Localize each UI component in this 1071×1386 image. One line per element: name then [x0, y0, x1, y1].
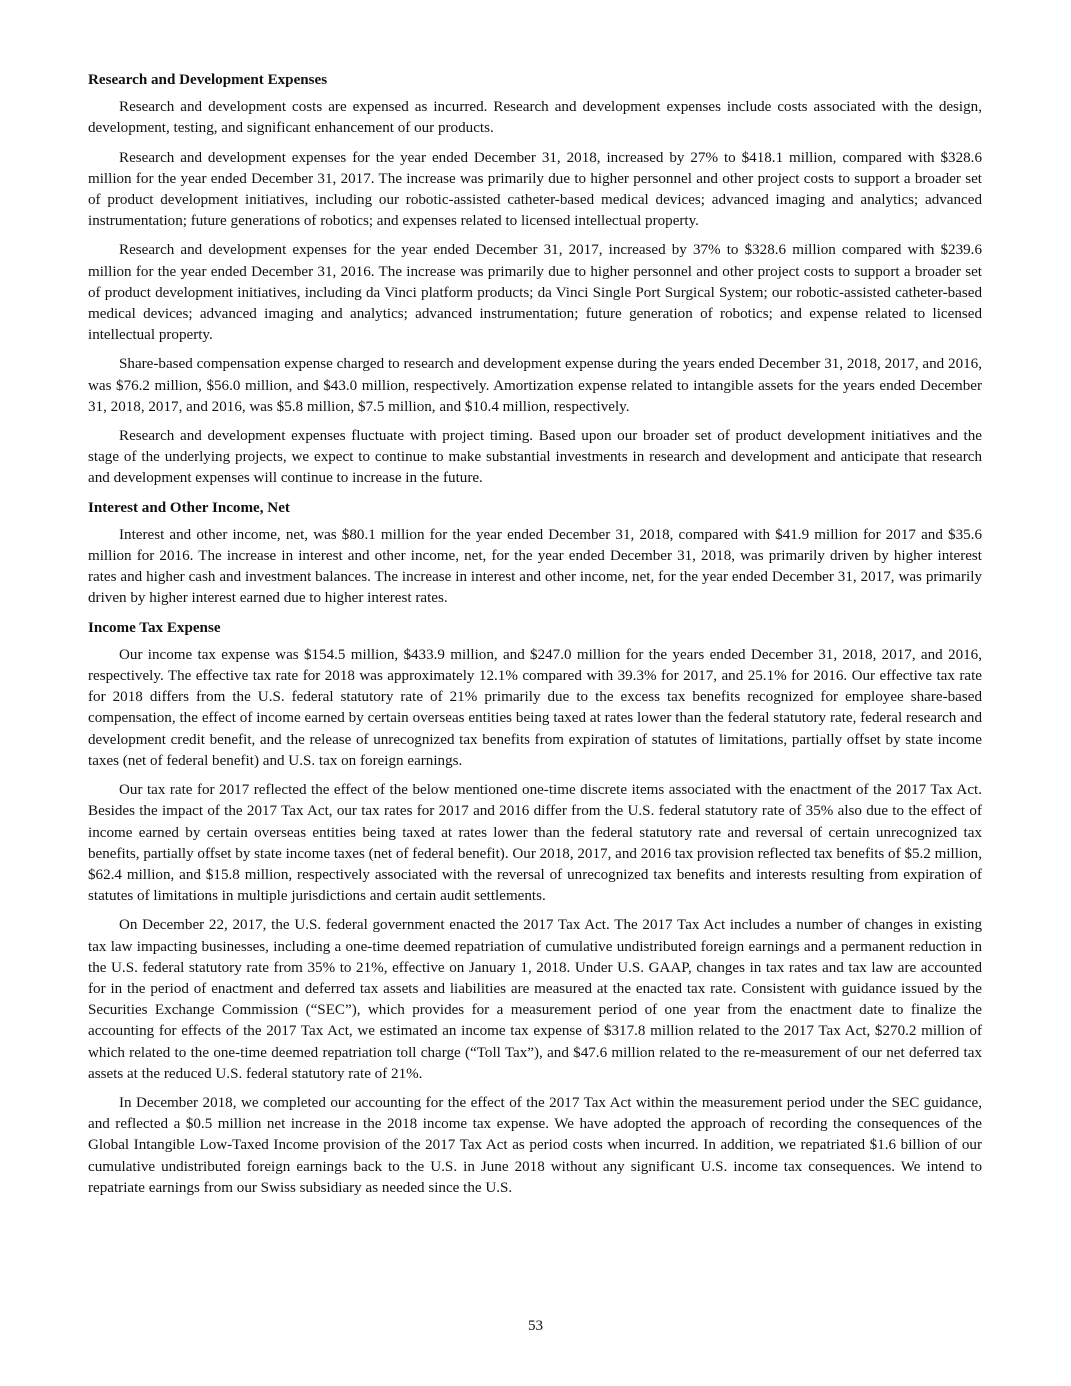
section-income-tax-expense: [88, 618, 982, 1199]
section-interest-other-income: [88, 498, 982, 610]
paragraph: Research and development expenses for the year ended December 31, 2018, increased by 27% to $418.1 million, compared with $328.6 million for the year ended December 31, 2017. The increase was primarily due to higher personnel and other project costs to support a broader set of product development initiatives, including our robotic-assisted catheter-based medical devices; advanced imaging and analytics; advanced instrumentation; future generations of robotics; and expenses related to licensed intellectual property.: [88, 149, 982, 230]
paragraph: Research and development expenses fluctuate with project timing. Based upon our broader set of product development initiatives and the stage of the underlying projects, we expect to continue to make substantial investments in research and development and anticipate that research and development expenses will continue to increase in the future.: [88, 428, 982, 487]
paragraph: Our income tax expense was $154.5 million, $433.9 million, and $247.0 million for the years ended December 31, 2018, 2017, and 2016, respectively. The effective tax rate for 2018 was approximately 12.1% compared with 39.3% for 2017, and 25.1% for 2016. Our effective tax rate for 2018 differs from the U.S. federal statutory rate of 21% primarily due to the excess tax benefits recognized for employee share-based compensation, the effect of income earned by certain overseas entities being taxed at rates lower than the federal statutory rate, federal research and development credit benefit, and the release of unrecognized tax benefits from expiration of statutes of limitations, partially offset by state income taxes (net of federal benefit) and U.S. tax on foreign earnings.: [88, 646, 982, 769]
paragraph: In December 2018, we completed our accounting for the effect of the 2017 Tax Act within the measurement period under the SEC guidance, and reflected a $0.5 million net increase in the 2018 income tax expense. We have adopted the approach of recording the consequences of the Global Intangible Low-Taxed Income provision of the 2017 Tax Act as period costs when incurred. In addition, we repatriated $1.6 billion of our cumulative undistributed foreign earnings back to the U.S. in June 2018 without any significant U.S. income tax consequences. We intend to repatriate earnings from our Swiss subsidiary as needed since the U.S.: [88, 1094, 982, 1196]
paragraph: Our tax rate for 2017 reflected the effect of the below mentioned one-time discrete items associated with the enactment of the 2017 Tax Act. Besides the impact of the 2017 Tax Act, our tax rates for 2017 and 2016 differ from the U.S. federal statutory rate of 35% also due to the effect of income earned by certain overseas entities being taxed at rates lower than the federal statutory rate and reversal of certain unrecognized tax benefits, partially offset by state income taxes (net of federal benefit). Our 2018, 2017, and 2016 tax provision reflected tax benefits of $5.2 million, $62.4 million, and $15.8 million, respectively associated with the reversal of unrecognized tax benefits and interests resulting from expiration of statutes of limitations in multiple jurisdictions and certain audit settlements.: [88, 782, 982, 905]
paragraph: Share-based compensation expense charged to research and development expense during the years ended December 31, 2018, 2017, and 2016, was $76.2 million, $56.0 million, and $43.0 million, respectively. Amortization expense related to intangible assets for the years ended December 31, 2018, 2017, and 2016, was $5.8 million, $7.5 million, and $10.4 million, respectively.: [88, 356, 982, 415]
document-page: [88, 70, 982, 1207]
section-heading: Income Tax Expense: [88, 619, 221, 636]
paragraph: Research and development expenses for the year ended December 31, 2017, increased by 37% to $328.6 million compared with $239.6 million for the year ended December 31, 2016. The increase was primarily due to higher personnel and other project costs to support a broader set of product development initiatives, including da Vinci platform products; da Vinci Single Port Surgical System; our robotic-assisted catheter-based medical devices; advanced imaging and analytics; advanced instrumentation; future generation of robotics; and expense related to licensed intellectual property.: [88, 242, 982, 344]
paragraph: On December 22, 2017, the U.S. federal government enacted the 2017 Tax Act. The 2017 Tax Act includes a number of changes in existing tax law impacting businesses, including a one-time deemed repatriation of cumulative undistributed foreign earnings and a permanent reduction in the U.S. federal statutory rate from 35% to 21%, effective on January 1, 2018. Under U.S. GAAP, changes in tax rates and tax law are accounted for in the period of enactment and deferred tax assets and liabilities are measured at the enacted tax rate. Consistent with guidance issued by the Securities Exchange Commission (“SEC”), which provides for a measurement period of one year from the enactment date to finalize the accounting for effects of the 2017 Tax Act, we estimated an income tax expense of $317.8 million related to the 2017 Tax Act, $270.2 million of which related to the one-time deemed repatriation toll charge (“Toll Tax”), and $47.6 million related to the re-measurement of our net deferred tax assets at the reduced U.S. federal statutory rate of 21%.: [88, 917, 982, 1082]
section-research-development: [88, 70, 982, 490]
section-heading: Research and Development Expenses: [88, 72, 328, 88]
paragraph: Interest and other income, net, was $80.1 million for the year ended December 31, 2018, compared with $41.9 million for 2017 and $35.6 million for 2016. The increase in interest and other income, net, for the year ended December 31, 2018, was primarily driven by higher interest rates and higher cash and investment balances. The increase in interest and other income, net, for the year ended December 31, 2017, was primarily driven by higher interest earned due to higher interest rates.: [88, 526, 982, 607]
paragraph: Research and development costs are expensed as incurred. Research and development expenses include costs associated with the design, development, testing, and significant enhancement of our products.: [88, 99, 982, 137]
section-heading: Interest and Other Income, Net: [88, 499, 290, 516]
page-number: 53: [527, 1318, 544, 1334]
